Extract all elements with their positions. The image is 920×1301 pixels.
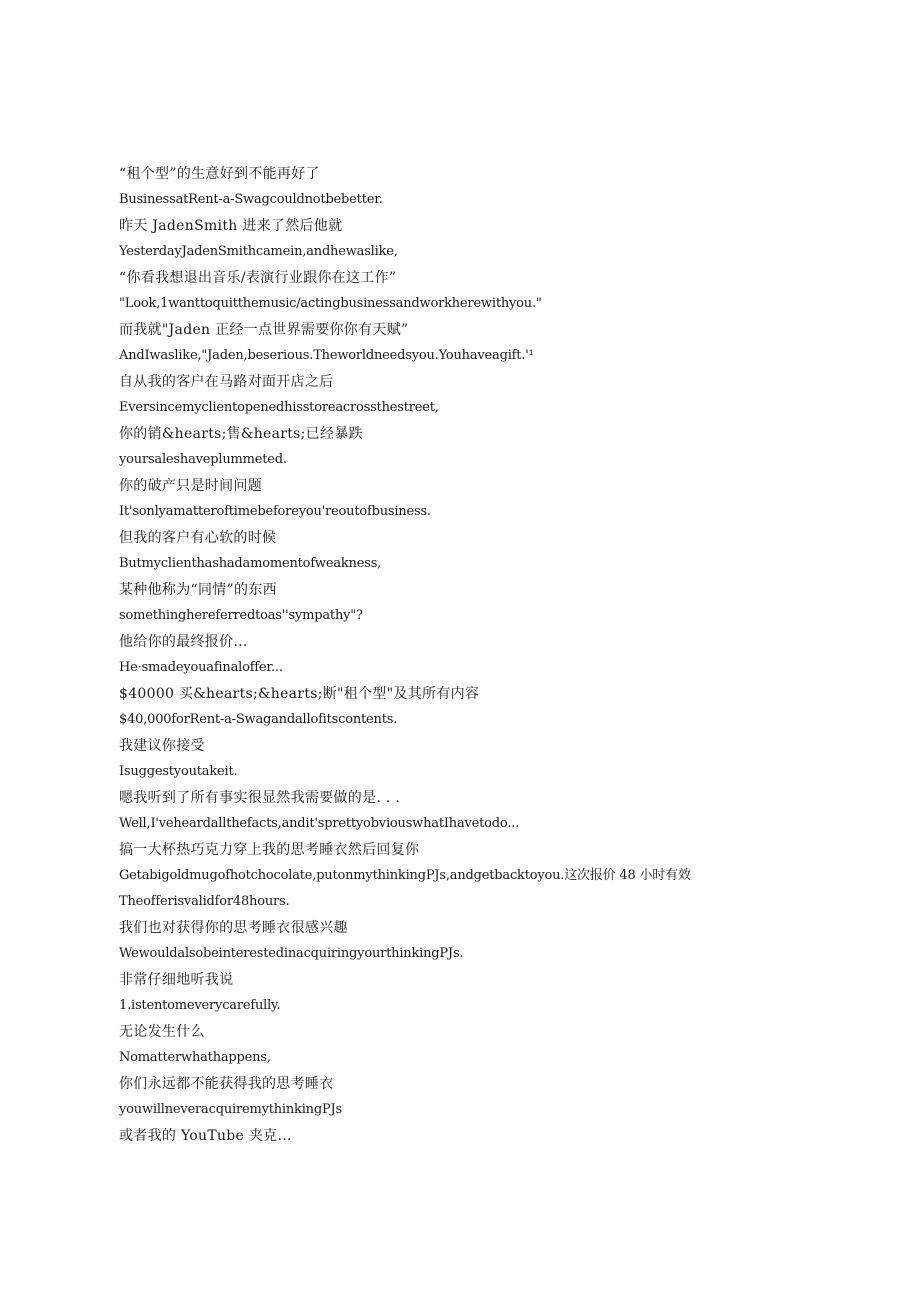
transcript-line-zh: 昨天 JadenSmith 进来了然后他就 [119, 218, 343, 234]
transcript-line-en: Theofferisvalidfor48hours. [119, 894, 290, 909]
transcript-line-zh: “租个型”的生意好到不能再好了 [119, 166, 320, 182]
transcript-line-en: It'sonlyamatteroftimebeforeyou'reoutofbusiness. [119, 504, 431, 519]
transcript-line-zh: 你们永远都不能获得我的思考睡衣 [119, 1076, 334, 1092]
transcript-line-zh: 或者我的 YouTube 夹克… [119, 1128, 292, 1144]
transcript-line-en: $40,000forRent-a-Swagandallofitscontents. [119, 712, 398, 727]
transcript-line-en: yoursaleshaveplummeted. [119, 452, 287, 467]
transcript-line-zh: 搞一大杯热巧克力穿上我的思考睡衣然后回复你 [119, 842, 420, 858]
transcript-line-en: BusinessatRent-a-Swagcouldnotbebetter. [119, 192, 383, 207]
transcript-line-zh: 无论发生什么 [119, 1024, 205, 1040]
transcript-line-zh: 而我就"Jaden 正经一点世界需要你你有天赋” [119, 322, 409, 338]
transcript-line-en: Nomatterwhathappens, [119, 1050, 271, 1065]
transcript-line-zh: 他给你的最终报价… [119, 634, 248, 650]
transcript-line-zh: 非常仔细地听我说 [119, 972, 234, 988]
transcript-line-en: WewouldalsobeinterestedinacquiringyourthinkingPJs. [119, 946, 464, 961]
transcript-line-en: 1.istentomeverycarefully. [119, 998, 281, 1013]
transcript-line-en: YesterdayJadenSmithcamein,andhewaslike, [119, 244, 398, 259]
transcript-line-zh: 你的破产只是时间问题 [119, 478, 262, 494]
transcript-line-zh: “你看我想退出音乐/表演行业跟你在这工作” [119, 270, 397, 286]
transcript-line-en: Butmyclienthashadamomentofweakness, [119, 556, 382, 571]
transcript-line-en: Eversincemyclientopenedhisstoreacrossthestreet, [119, 400, 439, 415]
transcript-line-zh: 嗯我听到了所有事实很显然我需要做的是. . . [119, 790, 401, 806]
transcript-line-zh: $40000 买&hearts;&hearts;断"租个型"及其所有内容 [119, 686, 480, 702]
transcript-line-en: youwillneveracquiremythinkingPJs [119, 1102, 343, 1117]
transcript-line-en: Well,I'veheardallthefacts,andit'sprettyobviouswhatIhavetodo... [119, 816, 520, 831]
transcript-line-en: somethinghereferredtoas''sympathy"? [119, 608, 363, 623]
transcript-line-zh: 我建议你接受 [119, 738, 205, 754]
transcript-line-en: He·smadeyouafinaloffer... [119, 660, 283, 675]
transcript-body [119, 161, 879, 1149]
transcript-line-zh: 但我的客户有心软的时候 [119, 530, 277, 546]
transcript-line-zh: 你的销&hearts;售&hearts;已经暴跌 [119, 426, 363, 442]
transcript-line-en: AndIwaslike,"Jaden,beserious.Theworldneedsyou.Youhaveagift.'¹ [119, 348, 534, 363]
transcript-line-en: Isuggestyoutakeit. [119, 764, 238, 779]
transcript-line-zh: 某种他称为“同情”的东西 [119, 582, 277, 598]
transcript-line-en: "Look,1wanttoquitthemusic/actingbusinessandworkherewithyou." [119, 296, 542, 311]
transcript-line-zh: 我们也对获得你的思考睡衣很感兴趣 [119, 920, 348, 936]
transcript-line-zh: 自从我的客户在马路对面开店之后 [119, 374, 334, 390]
transcript-line-en: Getabigoldmugofhotchocolate,putonmythinkingPJs,andgetbacktoyou.这次报价 48 小时有效 [119, 868, 691, 883]
